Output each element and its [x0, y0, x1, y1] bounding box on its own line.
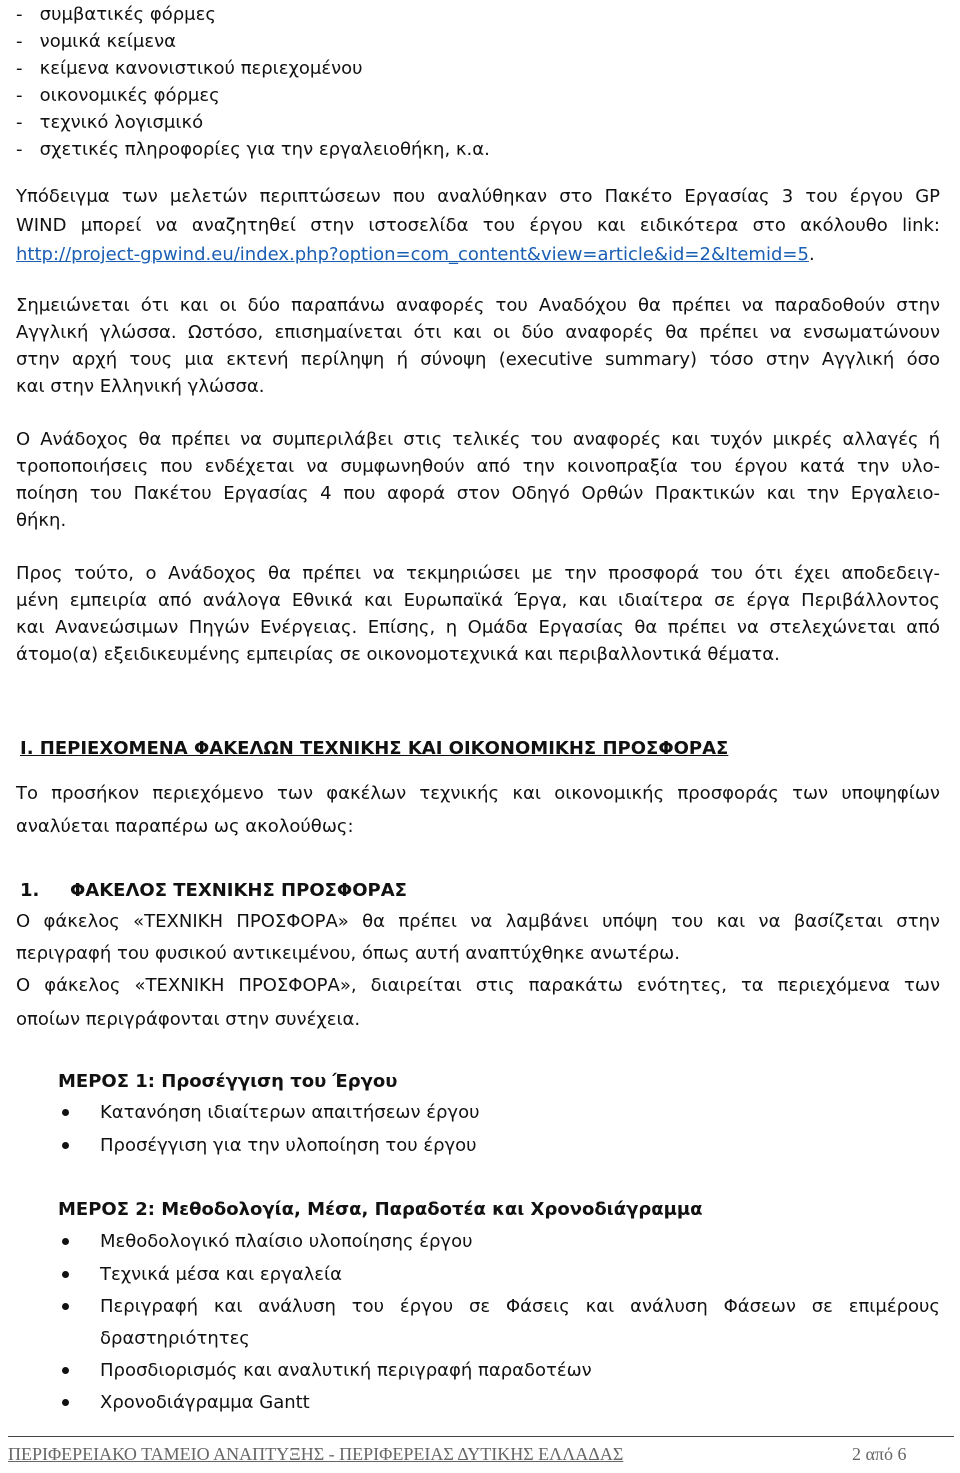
bullet-icon — [62, 1109, 69, 1116]
list-item: Περιγραφή και ανάλυση του έργου σε Φάσεις και ανάλυση Φάσεων σε επιμέρους — [100, 1296, 940, 1317]
paragraph-line: οποίων περιγράφονται στην συνέχεια. — [16, 1009, 361, 1030]
list-item: - οικονομικές φόρμες — [16, 85, 220, 106]
subsection-number: 1. — [20, 880, 40, 901]
list-item: - σχετικές πληροφορίες για την εργαλειοθήκη, κ.α. — [16, 139, 490, 160]
list-item: - συμβατικές φόρμες — [16, 4, 216, 25]
paragraph-line: Ο φάκελος «ΤΕΧΝΙΚΗ ΠΡΟΣΦΟΡΑ» θα πρέπει να λαμβάνει υπόψη του και να βασίζεται στην — [16, 911, 940, 932]
list-item: Τεχνικά μέσα και εργαλεία — [100, 1264, 342, 1285]
paragraph-line: θήκη. — [16, 510, 67, 531]
paragraph-line: άτομο(α) εξειδικευμένης εμπειρίας σε οικονομοτεχνικά και περιβαλλοντικά θέματα. — [16, 644, 780, 665]
bullet-icon — [62, 1399, 69, 1406]
list-item: Κατανόηση ιδιαίτερων απαιτήσεων έργου — [100, 1102, 480, 1123]
part-heading: ΜΕΡΟΣ 2: Μεθοδολογία, Μέσα, Παραδοτέα και Χρονοδιάγραμμα — [58, 1199, 703, 1220]
paragraph-line — [16, 244, 815, 266]
paragraph-line: και Ανανεώσιμων Πηγών Ενέργειας. Επίσης, η Ομάδα Εργασίας θα πρέπει να στελεχώνεται από — [16, 617, 940, 638]
paragraph-line: τροποποιήσεις που ενδέχεται να συμφωνηθούν από την κοινοπραξία του έργου κατά την υλο- — [16, 456, 940, 477]
paragraph-line: Ο φάκελος «ΤΕΧΝΙΚΗ ΠΡΟΣΦΟΡΑ», διαιρείται στις παρακάτω ενότητες, τα περιεχόμενα των — [16, 975, 940, 996]
list-item: Χρονοδιάγραμμα Gantt — [100, 1392, 310, 1413]
paragraph-line: Ο Ανάδοχος θα πρέπει να συμπεριλάβει στις τελικές του αναφορές και τυχόν μικρές αλλαγές ή — [16, 429, 940, 450]
paragraph-line: Το προσήκον περιεχόμενο των φακέλων τεχνικής και οικονομικής προσφοράς των υποψηφίων — [16, 783, 940, 804]
page-number: 2 από 6 — [852, 1444, 907, 1464]
project-link[interactable]: http://project-gpwind.eu/index.php?option=com_content&view=article&id=2&Itemid=5 — [16, 244, 809, 265]
list-item: - νομικά κείμενα — [16, 31, 176, 52]
paragraph-line: Προς τούτο, ο Ανάδοχος θα πρέπει να τεκμηριώσει με την προσφορά του ότι έχει αποδεδειγ- — [16, 563, 940, 584]
list-item-continuation: δραστηριότητες — [100, 1328, 250, 1349]
paragraph-line: Σημειώνεται ότι και οι δύο παραπάνω αναφορές του Αναδόχου θα πρέπει να παραδοθούν στην — [16, 295, 940, 316]
list-item: - κείμενα κανονιστικού περιεχομένου — [16, 58, 363, 79]
paragraph-line: ποίηση του Πακέτου Εργασίας 4 που αφορά στον Οδηγό Ορθών Πρακτικών και την Εργαλειο- — [16, 483, 940, 504]
paragraph-line: Αγγλική γλώσσα. Ωστόσο, επισημαίνεται ότι και οι δύο αναφορές θα πρέπει να ενσωματώνουν — [16, 322, 940, 343]
paragraph-line: αναλύεται παραπέρω ως ακολούθως: — [16, 816, 354, 837]
section-heading: I. ΠΕΡΙΕΧΟΜΕΝΑ ΦΑΚΕΛΩΝ ΤΕΧΝΙΚΗΣ ΚΑΙ ΟΙΚΟΝΟΜΙΚΗΣ ΠΡΟΣΦΟΡΑΣ — [20, 738, 729, 759]
subsection-title: ΦΑΚΕΛΟΣ ΤΕΧΝΙΚΗΣ ΠΡΟΣΦΟΡΑΣ — [70, 880, 407, 901]
link-period: . — [808, 244, 815, 265]
paragraph-line: Υπόδειγμα των μελετών περιπτώσεων που αναλύθηκαν στο Πακέτο Εργασίας 3 του έργου GP — [16, 186, 940, 207]
bullet-icon — [62, 1142, 69, 1149]
paragraph-line: και στην Ελληνική γλώσσα. — [16, 376, 265, 397]
list-item: Προσδιορισμός και αναλυτική περιγραφή παραδοτέων — [100, 1360, 592, 1381]
paragraph-line: στην αρχή τους μια εκτενή περίληψη ή σύνοψη (executive summary) τόσο στην Αγγλική όσο — [16, 349, 940, 370]
footer-org-name: ΠΕΡΙΦΕΡΕΙΑΚΟ ΤΑΜΕΙΟ ΑΝΑΠΤΥΞΗΣ - ΠΕΡΙΦΕΡΕΙΑΣ ΔΥΤΙΚΗΣ ΕΛΛΑΔΑΣ — [8, 1444, 624, 1464]
list-item: Προσέγγιση για την υλοποίηση του έργου — [100, 1135, 477, 1156]
list-item: Μεθοδολογικό πλαίσιο υλοποίησης έργου — [100, 1231, 473, 1252]
bullet-icon — [62, 1367, 69, 1374]
paragraph-line: WIND μπορεί να αναζητηθεί στην ιστοσελίδα του έργου και ειδικότερα στο ακόλουθο link: — [16, 215, 940, 236]
list-item: - τεχνικό λογισμικό — [16, 112, 204, 133]
paragraph-line: περιγραφή του φυσικού αντικειμένου, όπως αυτή αναπτύχθηκε ανωτέρω. — [16, 943, 680, 964]
bullet-icon — [62, 1303, 69, 1310]
part-heading: ΜΕΡΟΣ 1: Προσέγγιση του Έργου — [58, 1071, 398, 1092]
bullet-icon — [62, 1271, 69, 1278]
footer-divider — [8, 1436, 954, 1437]
paragraph-line: μένη εμπειρία από ανάλογα Εθνικά και Ευρωπαϊκά Έργα, και ιδιαίτερα σε έργα Περιβάλλοντος — [16, 590, 940, 611]
bullet-icon — [62, 1238, 69, 1245]
